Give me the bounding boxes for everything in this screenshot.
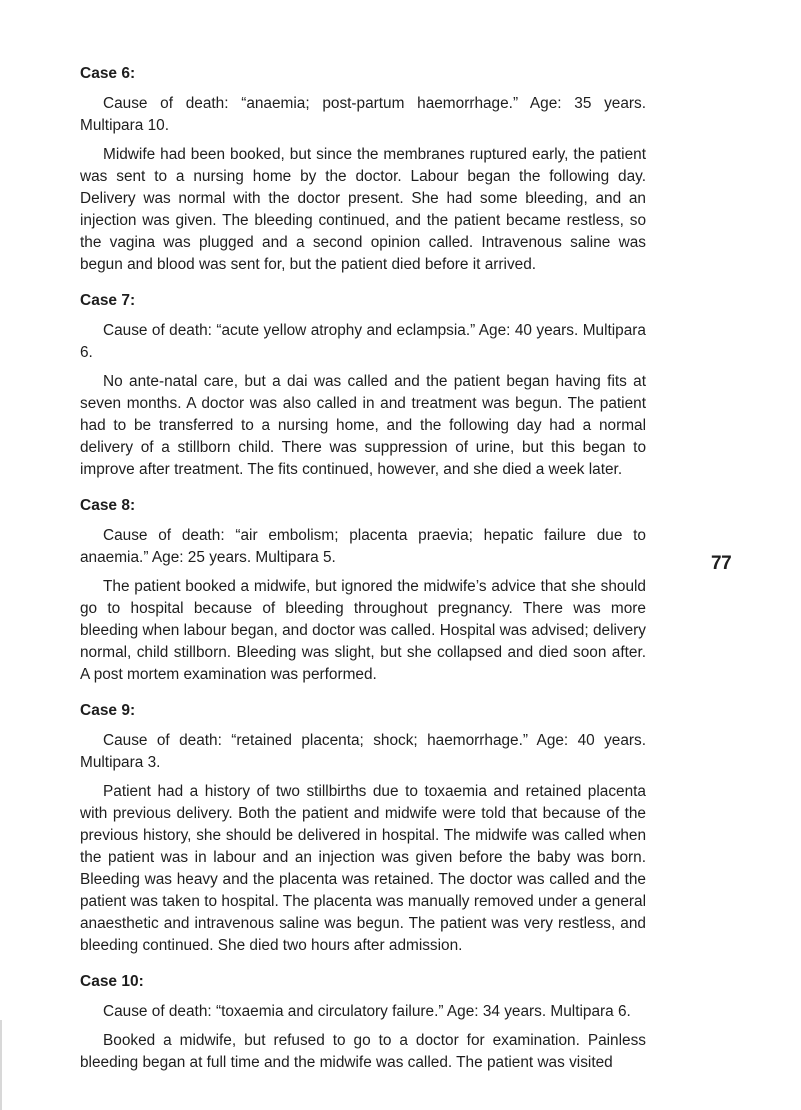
case-narrative-paragraph: Booked a midwife, but refused to go to a doctor for examination. Painless bleeding began at full time and the midwife was called. The patient was visited — [80, 1032, 646, 1071]
page-number: 77 — [711, 553, 732, 574]
cause-of-death-paragraph: Cause of death: “air embolism; placenta praevia; hepatic failure due to anaemia.” Age: 25 years. Multipara 5. — [80, 527, 646, 566]
scan-edge-mark — [0, 1020, 2, 1110]
case-10 — [80, 972, 646, 1074]
case-narrative-paragraph: Patient had a history of two stillbirths due to toxaemia and retained placenta with previous delivery. Both the patient and midwife were told that because of the previous history, she should be delivered in hospital. The midwife was called when the patient was in labour and an injection was given before the baby was born. Bleeding was heavy and the placenta was retained. The doctor was called and the patient was taken to hospital. The placenta was manually removed under a general anaesthetic and intravenous saline was begun. The patient was very restless, and bleeding continued. She died two hours after admission. — [80, 783, 646, 954]
case-heading: Case 8: — [80, 497, 136, 514]
cause-of-death-paragraph: Cause of death: “acute yellow atrophy and eclampsia.” Age: 40 years. Multipara 6. — [80, 322, 646, 361]
case-8 — [80, 496, 646, 686]
page-body — [80, 64, 646, 1074]
case-narrative-paragraph: Midwife had been booked, but since the membranes ruptured early, the patient was sent to a nursing home by the doctor. Labour began the following day. Delivery was normal with the doctor present. She had some bleeding, and an injection was given. The bleeding continued, and the patient became restless, so the vagina was plugged and a second opinion called. Intravenous saline was begun and blood was sent for, but the patient died before it arrived. — [80, 146, 646, 273]
cause-of-death-paragraph: Cause of death: “anaemia; post-partum haemorrhage.” Age: 35 years. Multipara 10. — [80, 95, 646, 134]
case-6 — [80, 64, 646, 276]
case-9 — [80, 701, 646, 957]
case-7 — [80, 291, 646, 481]
case-narrative-paragraph: The patient booked a midwife, but ignored the midwife’s advice that she should go to hospital because of bleeding throughout pregnancy. There was more bleeding when labour began, and doctor was called. Hospital was advised; delivery normal, child stillborn. Bleeding was slight, but she collapsed and died soon after. A post mortem examination was performed. — [80, 578, 646, 683]
case-narrative-paragraph: No ante-natal care, but a dai was called and the patient began having fits at seven months. A doctor was also called in and treatment was begun. The patient had to be transferred to a nursing home, and the following day had a normal delivery of a stillborn child. There was suppression of urine, but this began to improve after treatment. The fits continued, however, and she died a week later. — [80, 373, 646, 478]
case-heading: Case 6: — [80, 65, 136, 82]
cause-of-death-paragraph: Cause of death: “toxaemia and circulatory failure.” Age: 34 years. Multipara 6. — [103, 1003, 631, 1020]
case-heading: Case 7: — [80, 292, 136, 309]
case-heading: Case 9: — [80, 702, 136, 719]
case-heading: Case 10: — [80, 973, 144, 990]
cause-of-death-paragraph: Cause of death: “retained placenta; shock; haemorrhage.” Age: 40 years. Multipara 3. — [80, 732, 646, 771]
